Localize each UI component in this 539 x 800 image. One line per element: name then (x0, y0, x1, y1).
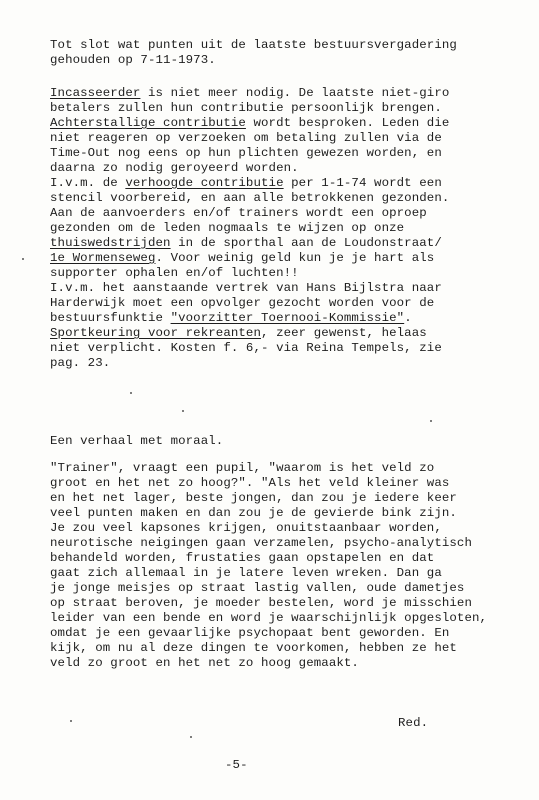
story-line: leider van een bende en word je waarschijnlijk opgesloten, (50, 611, 488, 625)
story-line: Je zou veel kapsones krijgen, onuitstaanbaar worden, (50, 521, 442, 535)
points-line (50, 191, 520, 206)
story-line: omdat je een gevaarlijke psychopaat bent geworden. En (50, 626, 450, 640)
story-line: gaat zich allemaal in je latere leven wreken. Dan ga (50, 566, 442, 580)
intro-line: gehouden op 7-11-1973. (50, 53, 216, 67)
points-line (50, 131, 520, 146)
points-line (50, 86, 520, 101)
points-line (50, 116, 520, 131)
story-title-block (50, 434, 520, 449)
story-line: groot en het net zo hoog?". "Als het veld kleiner was (50, 476, 450, 490)
story-line: behandeld worden, frustaties gaan opstapelen en dat (50, 551, 435, 565)
text-segment: betalers zullen hun contributie persoonlijk brengen. (50, 101, 442, 115)
text-segment: bestuursfunktie (50, 311, 171, 325)
text-segment: is niet meer nodig. De laatste niet-giro (140, 86, 450, 100)
text-segment: I.v.m. de (50, 176, 126, 190)
board-meeting-points (50, 86, 520, 371)
story-line: kijk, om nu al deze dingen te voorkomen, hebben ze het (50, 641, 457, 655)
scan-speck (130, 392, 132, 394)
text-segment: daarna zo nodig geroyeerd worden. (50, 161, 299, 175)
text-segment: . Voor weinig geld kun je je hart als (155, 251, 435, 265)
scan-speck (430, 420, 432, 422)
text-segment: Harderwijk moet een opvolger gezocht worden voor de (50, 296, 435, 310)
points-line (50, 341, 520, 356)
story-line: neurotische neigingen gaan verzamelen, psycho-analytisch (50, 536, 472, 550)
text-segment: stencil voorbereid, en aan alle betrokkenen gezonden. (50, 191, 450, 205)
points-line (50, 251, 520, 266)
text-segment: I.v.m. het aanstaande vertrek van Hans Bijlstra naar (50, 281, 442, 295)
text-segment: Time-Out nog eens op hun plichten gewezen worden, en (50, 146, 442, 160)
underlined-term: thuiswedstrijden (50, 236, 171, 250)
scan-speck (22, 258, 24, 260)
points-line (50, 161, 520, 176)
story-title: Een verhaal met moraal. (50, 434, 224, 448)
points-line (50, 296, 520, 311)
points-line (50, 311, 520, 326)
scan-speck (182, 410, 184, 412)
points-line (50, 281, 520, 296)
underlined-term: "voorzitter Toernooi-Kommissie" (170, 311, 405, 325)
points-line (50, 101, 520, 116)
signature: Red. (398, 716, 429, 730)
points-line (50, 176, 520, 191)
story-line: veel punten maken en dan zou je de gevierde bink zijn. (50, 506, 457, 520)
story-line: je jonge meisjes op straat lastig vallen, oude dametjes (50, 581, 465, 595)
points-line (50, 326, 520, 341)
underlined-term: verhoogde contributie (125, 176, 284, 190)
underlined-term: Achterstallige contributie (50, 116, 246, 130)
text-segment: in de sporthal aan de Loudonstraat/ (170, 236, 442, 250)
story-line: veld zo groot en het net zo hoog gemaakt. (50, 656, 359, 670)
page-number: -5- (225, 758, 248, 772)
points-line (50, 236, 520, 251)
text-segment: . (404, 311, 412, 325)
text-segment: niet verplicht. Kosten f. 6,- via Reina Tempels, zie (50, 341, 442, 355)
story-line: en het net lager, beste jongen, dan zou je iedere keer (50, 491, 457, 505)
text-segment: pag. 23. (50, 356, 111, 370)
underlined-term: Incasseerder (50, 86, 141, 100)
text-segment: supporter ophalen en/of luchten!! (50, 266, 299, 280)
intro-line: Tot slot wat punten uit de laatste bestuursvergadering (50, 38, 457, 52)
text-segment: niet reageren op verzoeken om betaling zullen via de (50, 131, 442, 145)
text-segment: Aan de aanvoerders en/of trainers wordt een oproep (50, 206, 427, 220)
underlined-term: 1e Wormenseweg (50, 251, 156, 265)
points-line (50, 206, 520, 221)
text-segment: , zeer gewenst, helaas (261, 326, 427, 340)
intro-paragraph (50, 38, 520, 68)
scan-speck (70, 720, 72, 722)
points-line (50, 356, 520, 371)
story-paragraph (50, 461, 520, 671)
points-line (50, 146, 520, 161)
text-segment: wordt besproken. Leden die (245, 116, 450, 130)
text-segment: per 1-1-74 wordt een (283, 176, 442, 190)
points-line (50, 221, 520, 236)
scan-speck (190, 736, 192, 738)
story-line: "Trainer", vraagt een pupil, "waarom is het veld zo (50, 461, 435, 475)
points-line (50, 266, 520, 281)
text-segment: gezonden om de leden nogmaals te wijzen op onze (50, 221, 405, 235)
underlined-term: Sportkeuring voor rekreanten (50, 326, 261, 340)
story-line: op straat beroven, je moeder bestelen, word je misschien (50, 596, 472, 610)
